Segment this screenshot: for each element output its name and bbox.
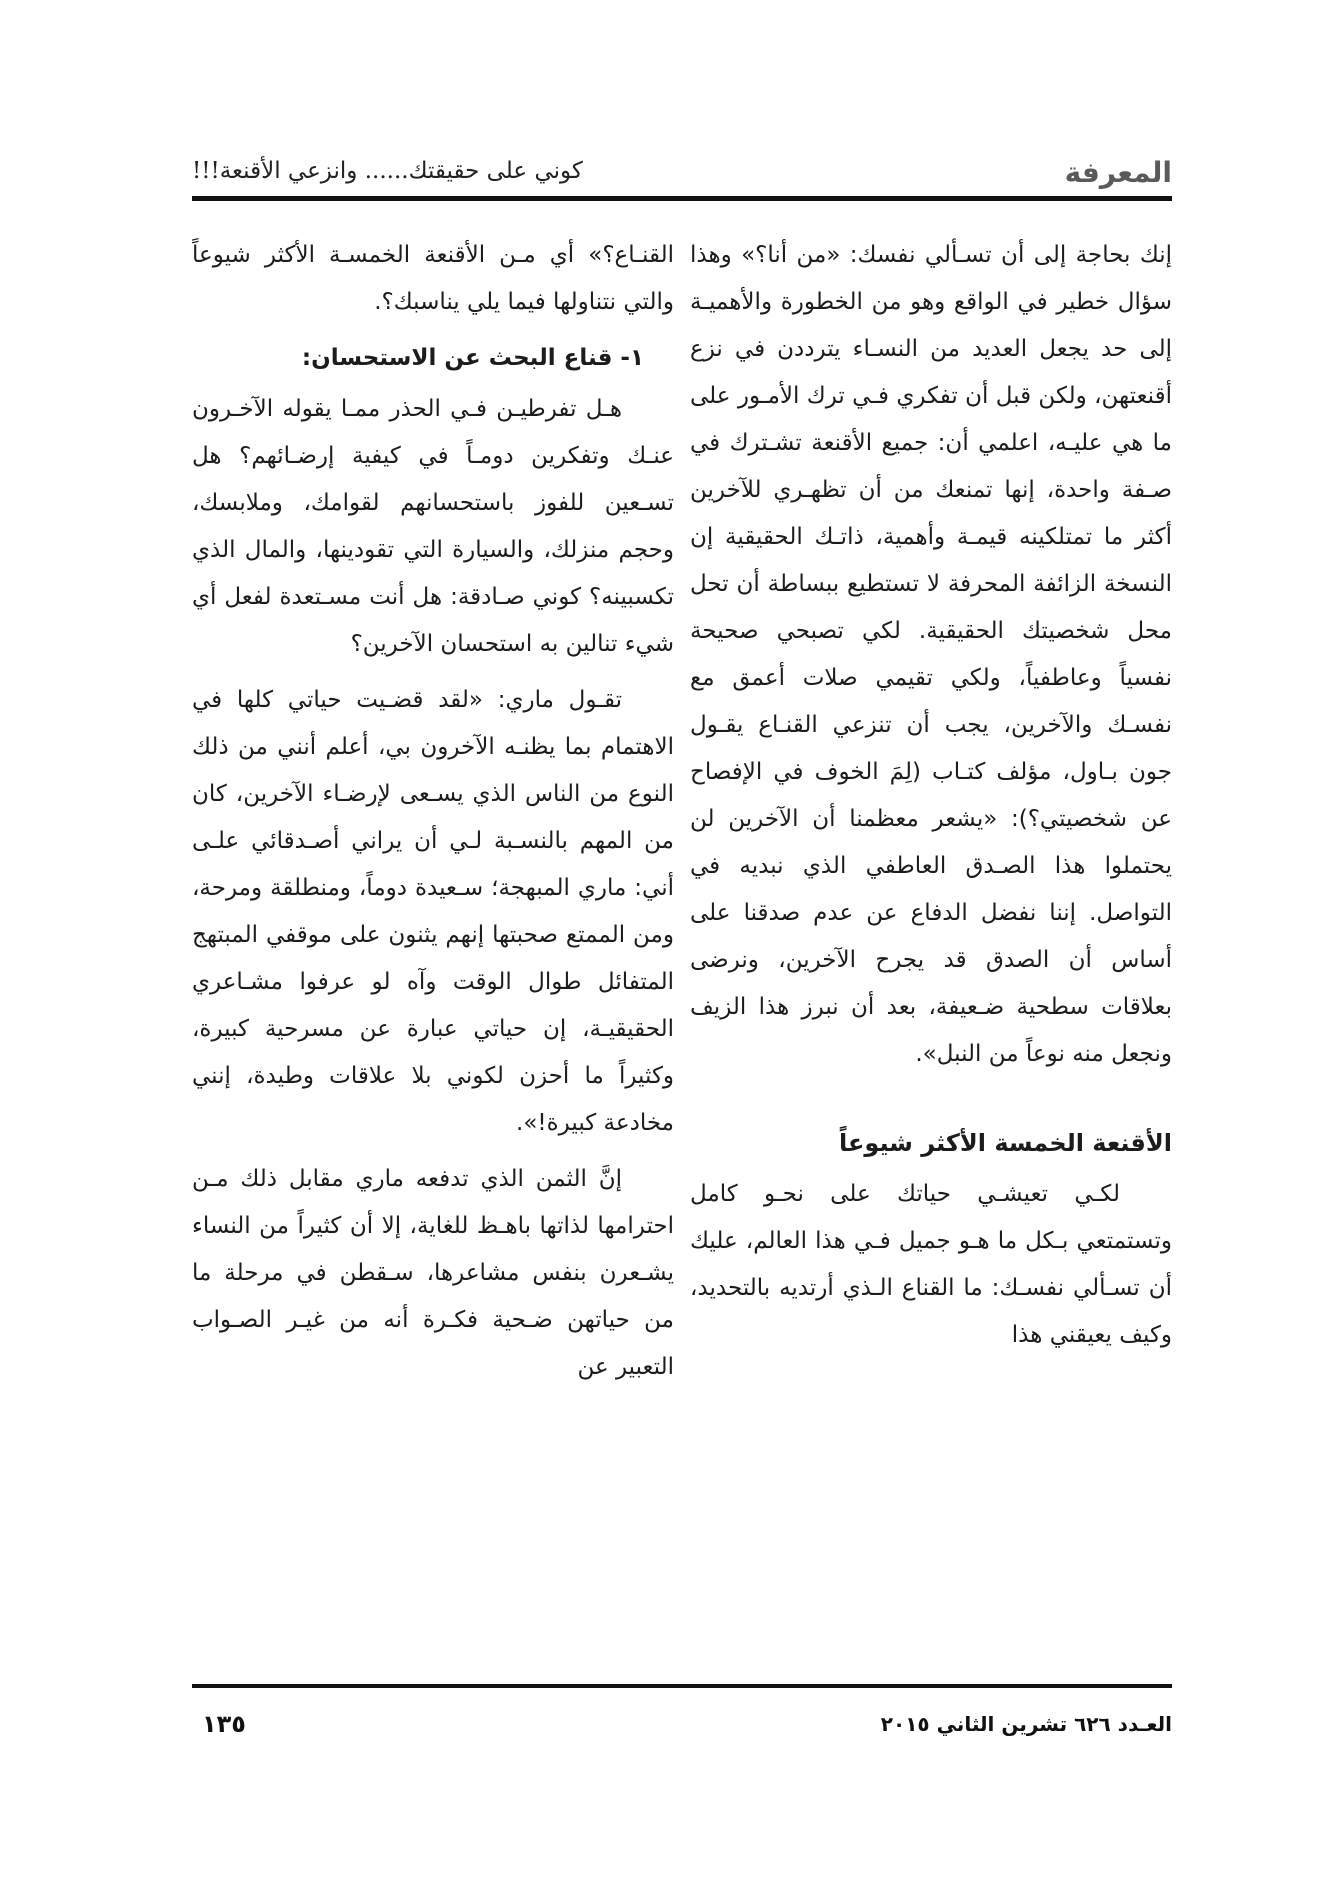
left-column-paragraph: هـل تفرطيـن فـي الحذر ممـا يقوله الآخـرون عنـك وتفكرين دومـاً في كيفية إرضـائهم؟ هل تسـعين للفوز باستحسانهم لقوامك، وملابسك، وحجم منزلك، والسيارة التي تقودينها، والمال الذي تكسبينه؟ كوني صـادقة: هل أنت مسـتعدة لفعل أي شيء تنالين به استحسان الآخرين؟ — [192, 396, 674, 657]
page-footer — [192, 1712, 1172, 1752]
magazine-logo: المعرفة — [1064, 156, 1172, 189]
issue-info: العـدد ٦٢٦ تشرين الثاني ٢٠١٥ — [880, 1712, 1172, 1736]
section-paragraph: لكـي تعيشـي حياتك على نحـو كامل وتستمتعي بـكل ما هـو جميل فـي هذا العالم، عليك أن تسـألي نفسـك: ما القناع الـذي أرتديه بالتحديد، وكيف يعيقني هذا — [690, 1181, 1172, 1348]
page-number: ١٣٥ — [202, 1710, 246, 1738]
left-column-intro: القنـاع؟» أي مـن الأقنعة الخمسـة الأكثر شيوعاً والتي نتناولها فيما يلي يناسبك؟. — [192, 242, 674, 315]
sub-heading: ١- قناع البحث عن الاستحسان: — [301, 345, 644, 371]
section-heading: الأقنعة الخمسة الأكثر شيوعاً — [838, 1129, 1172, 1157]
left-column-paragraph: تقـول ماري: «لقد قضـيت حياتي كلها في الاهتمام بما يظنـه الآخرون بي، أعلم أنني من ذلك النوع من الناس الذي يسـعى لإرضـاء الآخرين، كان من المهم بالنسـبة لـي أن يراني أصـدقائي علـى أني: ماري المبهجة؛ سـعيدة دوماً، ومنطلقة ومرحة، ومن الممتع صحبتها إنهم يثنون على موقفي المبتهج المتفائل طوال الوقت وآه لو عرفوا مشـاعري الحقيقيـة، إن حياتي عبارة عن مسرحية كبيرة، وكثيراً ما أحزن لكوني بلا علاقات وطيدة، إنني مخادعة كبيرة!». — [192, 687, 674, 1136]
right-column — [690, 232, 1172, 1368]
left-column — [192, 232, 674, 1400]
footer-rule — [192, 1684, 1172, 1688]
page-header — [192, 150, 1172, 194]
left-column-paragraph: إنَّ الثمن الذي تدفعه ماري مقابل ذلك مـن احترامها لذاتها باهـظ للغاية، إلا أن كثيراً من النساء يشـعرن بنفس مشاعرها، سـقطن في مرحلة ما من حياتهن ضـحية فكـرة أنه من غيـر الصـواب التعبير عن — [192, 1166, 674, 1380]
header-rule — [192, 196, 1172, 201]
right-column-paragraph: إنك بحاجة إلى أن تسـألي نفسك: «من أنا؟» وهذا سؤال خطير في الواقع وهو من الخطورة والأهميـة إلى حد يجعل العديد من النسـاء يترددن في نزع أقنعتهن، ولكن قبل أن تفكري فـي ترك الأمـور على ما هي عليـه، اعلمي أن: جميع الأقنعة تشـترك في صـفة واحدة، إنها تمنعك من أن تظهـري للآخرين أكثر ما تمتلكينه قيمـة وأهمية، ذاتـك الحقيقية إن النسخة الزائفة المحرفة لا تستطيع ببساطة أن تحل محل شخصيتك الحقيقية. لكي تصبحي صحيحة نفسياً وعاطفياً، ولكي تقيمي صلات أعمق مع نفسـك والآخرين، يجب أن تنزعي القنـاع يقـول جون بـاول، مؤلف كتـاب (لِمَ الخوف في الإفصاح عن شخصيتي؟): «يشعر معظمنا أن الآخرين لن يحتملوا هذا الصـدق العاطفي الذي نبديه في التواصل. إننا نفضل الدفاع عن عدم صدقنا على أساس أن الصدق قد يجرح الآخرين، ونرضى بعلاقات سطحية ضـعيفة، بعد أن نبرز هذا الزيف ونجعل منه نوعاً من النبل». — [690, 242, 1172, 1067]
running-title: كوني على حقيقتك...... وانزعي الأقنعة!!! — [192, 158, 583, 184]
